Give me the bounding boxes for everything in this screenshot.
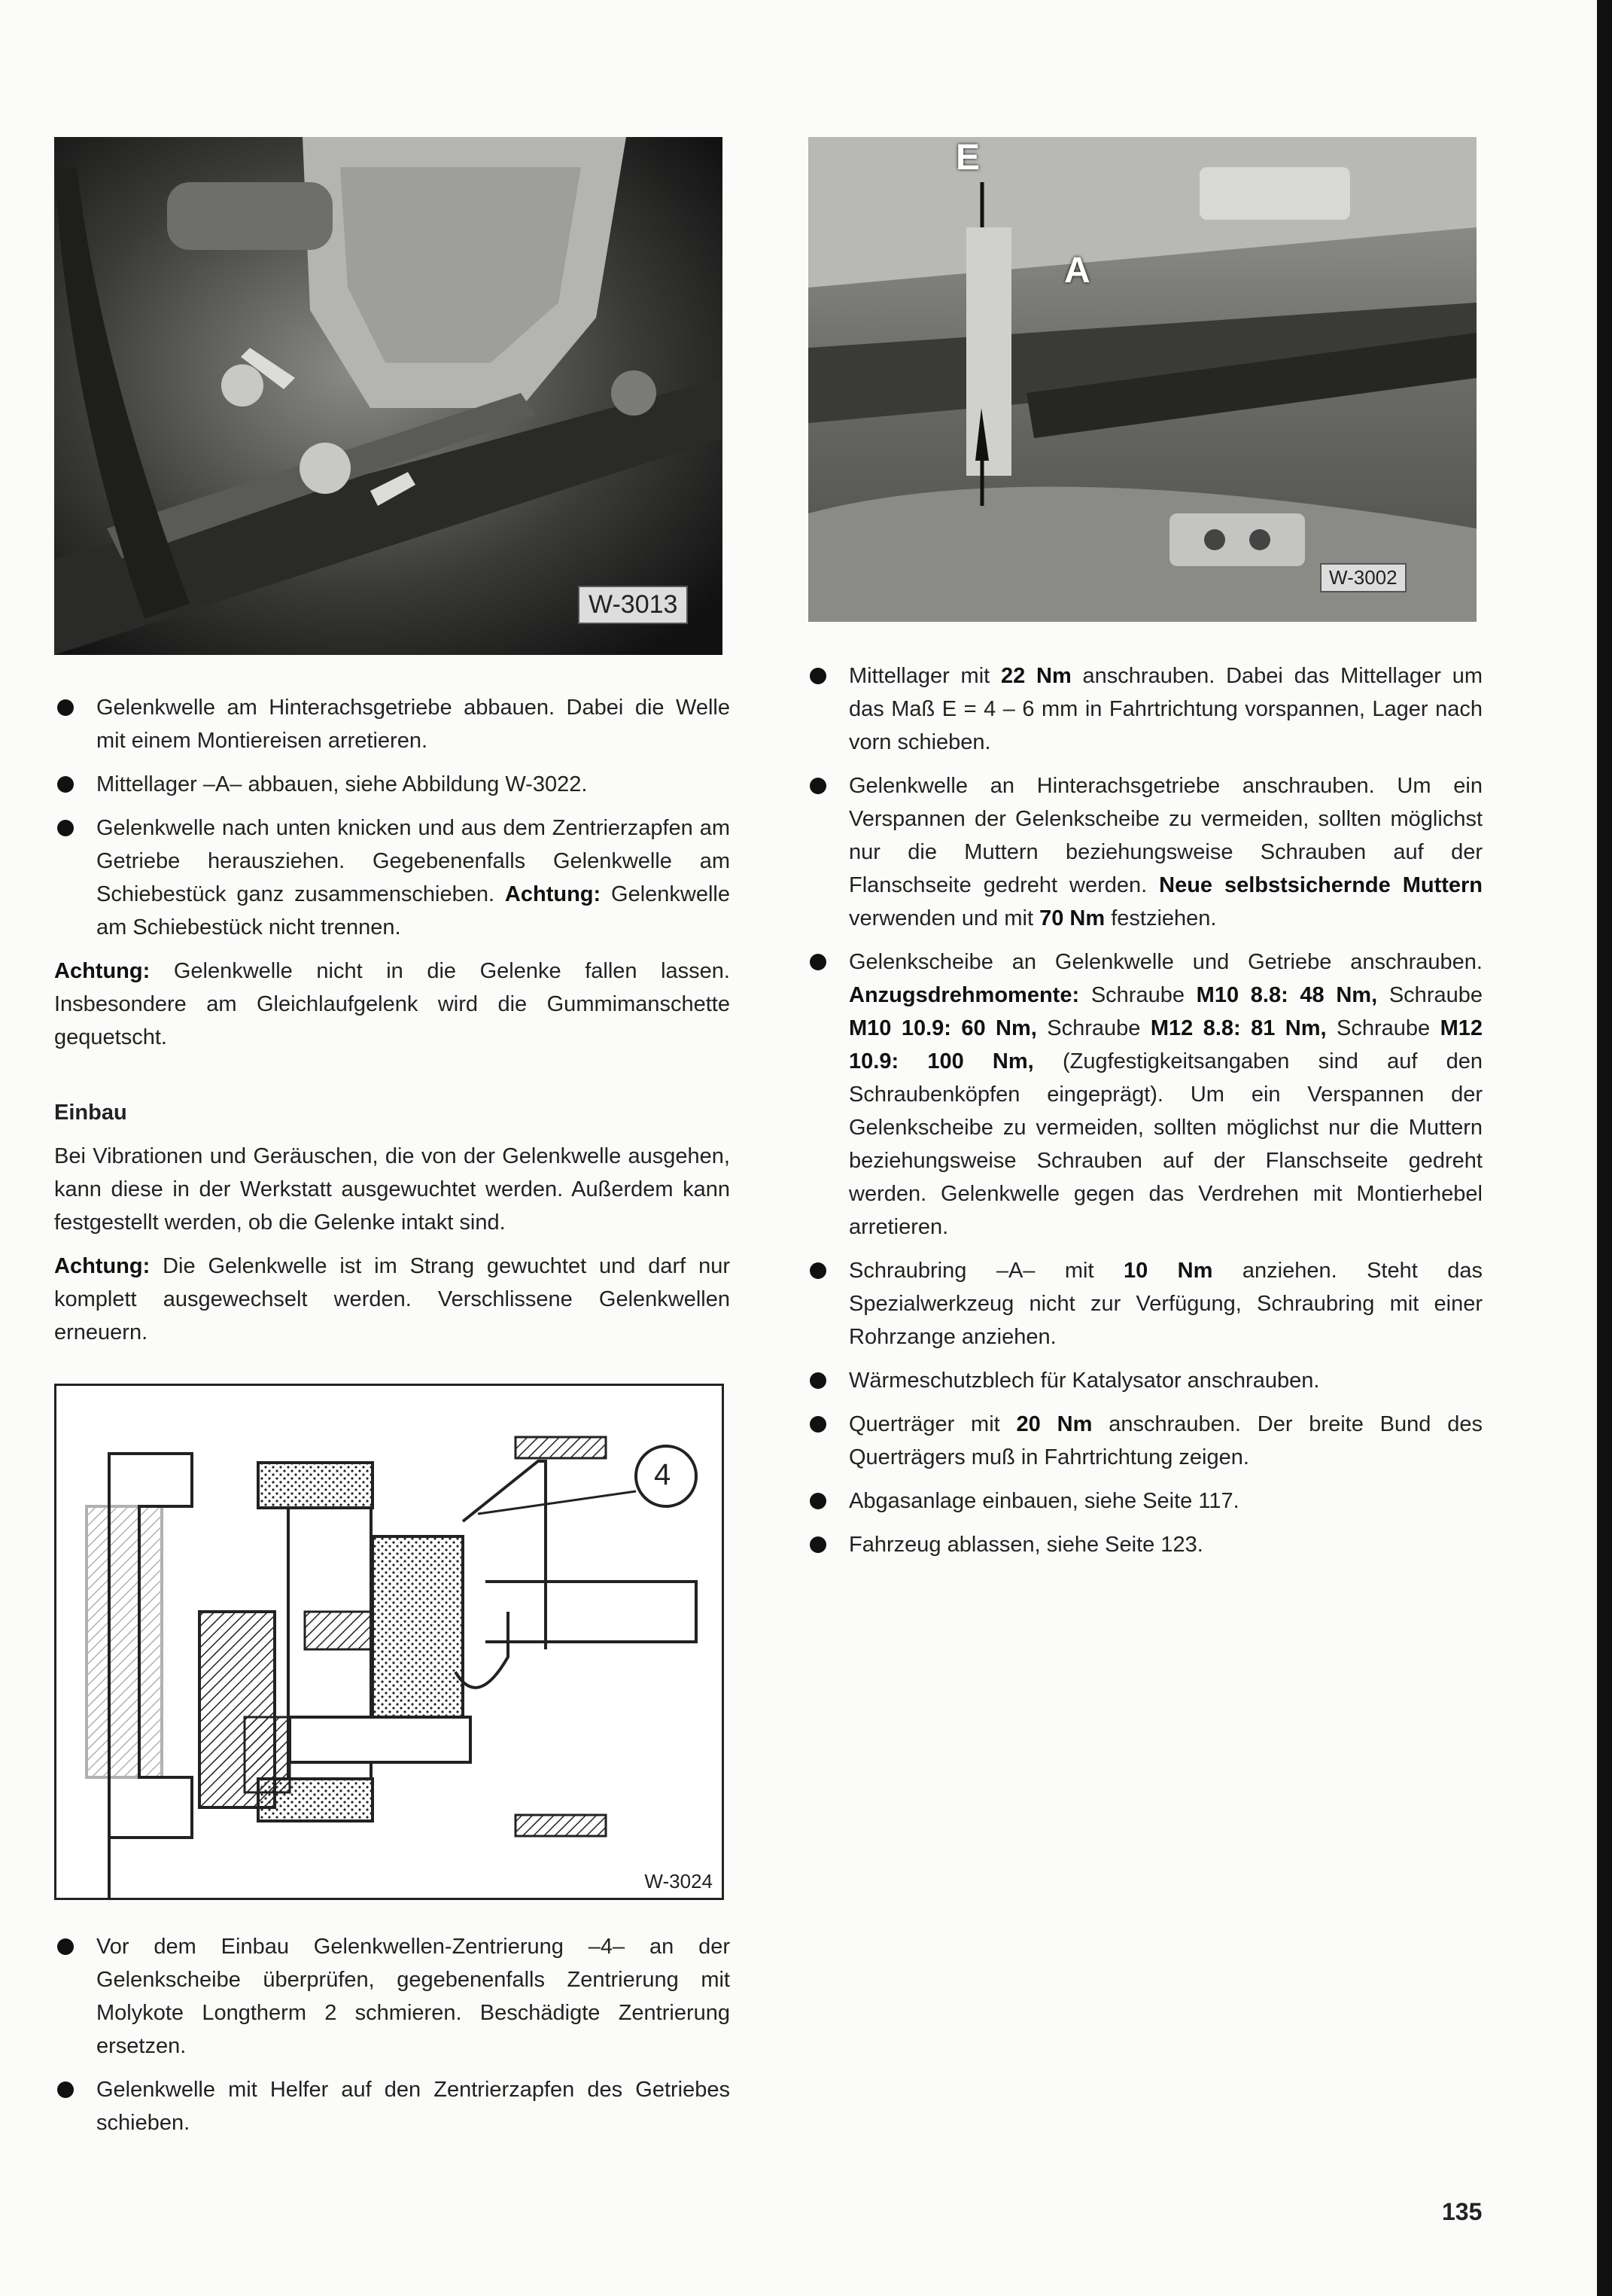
bullet-rear-axle-bolting (807, 769, 1483, 935)
bullet-remove-center-bearing (54, 768, 730, 801)
bullet-exhaust (807, 1484, 1483, 1518)
bolt-label: Schraube (1337, 1016, 1431, 1040)
bullet-text: Mittellager mit (849, 664, 990, 688)
right-column (807, 659, 1483, 1572)
bullet-flex-disc-torques (807, 946, 1483, 1244)
warning-text: Die Gelenkwelle ist im Strang gewuchtet und darf nur komplett ausgewechselt werden. Verschlissene Gelenkwellen erneuern. (54, 1254, 730, 1344)
bullet-text-tail: Gelenkwelle am Schiebestück nicht trennen. (96, 882, 730, 939)
left-column (54, 691, 730, 1360)
photo-marker-e: E (956, 138, 981, 178)
bullet-text-tail: anschrauben. Der breite Bund des Querträgers muß in Fahrtrichtung zeigen. (849, 1412, 1483, 1469)
emphasis-text: Neue selbstsichernde Muttern (1159, 873, 1483, 897)
bullet-text: Schraubring –A– mit (849, 1259, 1094, 1283)
bullet-heat-shield (807, 1364, 1483, 1397)
bullet-text: Querträger mit (849, 1412, 1000, 1436)
bullet-text-tail: anziehen. Steht das Spezialwerkzeug nicht zur Verfügung, Schraubring mit einer Rohrzange anziehen. (849, 1259, 1483, 1349)
bullet-dot (810, 1416, 826, 1433)
bullet-text-tail: festziehen. (1111, 906, 1217, 930)
section-heading-einbau: Einbau (54, 1101, 127, 1125)
bullet-dot (810, 954, 826, 970)
torque-value: 20 Nm (1016, 1412, 1093, 1436)
bullet-dot (57, 776, 74, 793)
torque-value: 70 Nm (1039, 906, 1106, 930)
torque-value: M12 8.8: 81 Nm, (1150, 1016, 1327, 1040)
bullet-text: Fahrzeug ablassen, siehe Seite 123. (849, 1533, 1203, 1557)
warning-label: Achtung: (504, 882, 601, 906)
bullet-center-bearing-torque (807, 659, 1483, 759)
bullet-text-tail: (Zugfestigkeitsangaben sind auf den Schraubenköpfen eingeprägt). Um ein Verspannen der Gelenkscheibe zu vermeiden, sollten möglichst nur die Muttern beziehungsweise Schrauben auf der Flanschseite gedreht werden. Gelenkwelle gegen das Verdrehen mit Montierhebel arretieren. (849, 1049, 1483, 1239)
bullet-pull-shaft (54, 812, 730, 944)
bullet-dot (57, 699, 74, 716)
warning-label: Achtung: (54, 1254, 151, 1278)
bullet-push-shaft (54, 2073, 730, 2139)
diagram-label-w-3024: W-3024 (644, 1870, 713, 1893)
bullet-text: Abgasanlage einbauen, siehe Seite 117. (849, 1489, 1239, 1513)
bullet-dot (810, 1536, 826, 1553)
bullet-text: Gelenkwelle an Hinterachsgetriebe anschrauben. Um ein Verspannen der Gelenkscheibe zu vermeiden, sollten möglichst nur die Muttern beziehungsweise Schrauben auf der Flanschseite gedreht werden. (849, 774, 1483, 897)
warning-paragraph-2 (54, 1250, 730, 1349)
bullet-screw-ring (807, 1254, 1483, 1354)
bullet-text: Gelenkwelle mit Helfer auf den Zentrierzapfen des Getriebes schieben. (96, 2078, 730, 2135)
bullet-text: Gelenkscheibe an Gelenkwelle und Getriebe anschrauben. (849, 950, 1483, 974)
bullet-text: Wärmeschutzblech für Katalysator anschrauben. (849, 1369, 1320, 1393)
torque-value: 10 Nm (1123, 1259, 1213, 1283)
photo-w-3002-image (808, 137, 1477, 622)
bolt-label: Schraube (1388, 983, 1483, 1007)
left-column-bottom (54, 1930, 730, 2150)
photo-label-w-3002: W-3002 (1320, 563, 1407, 592)
photo-w-3013-image (54, 137, 722, 655)
warning-text: Gelenkwelle nicht in die Gelenke fallen lassen. Insbesondere am Gleichlaufgelenk wird die Gummimanschette gequetscht. (54, 959, 730, 1049)
bullet-crossmember (807, 1408, 1483, 1474)
bullet-text: Gelenkwelle nach unten knicken und aus dem Zentrierzapfen am Getriebe herausziehen. Gegebenenfalls Gelenkwelle am Schiebestück ganz zusammenschieben. (96, 816, 730, 906)
warning-paragraph-1 (54, 955, 730, 1054)
bullet-text: Gelenkwelle am Hinterachsgetriebe abbauen. Dabei die Welle mit einem Montiereisen arretieren. (96, 696, 730, 753)
bullet-dot (810, 1493, 826, 1509)
bullet-dot (57, 2081, 74, 2098)
bullet-dot (57, 820, 74, 836)
bullet-text-tail: anschrauben. Dabei das Mittellager um das Maß E = 4 – 6 mm in Fahrtrichtung vorspannen, Lager nach vorn schieben. (849, 664, 1483, 754)
bolt-label: Schraube (1047, 1016, 1141, 1040)
photo-marker-a: A (1064, 251, 1090, 291)
bullet-lower-vehicle (807, 1528, 1483, 1561)
torque-value: M10 8.8: 48 Nm, (1196, 983, 1378, 1007)
page-number: 135 (1442, 2198, 1483, 2225)
torque-value: 22 Nm (1001, 664, 1072, 688)
photo-w-3002 (808, 137, 1477, 622)
bullet-dot (810, 1372, 826, 1389)
torque-value: M10 10.9: 60 Nm, (849, 1016, 1037, 1040)
bullet-dot (810, 668, 826, 684)
paragraph-vibrations: Bei Vibrationen und Geräuschen, die von der Gelenkwelle ausgehen, kann diese in der Werkstatt ausgewuchtet werden. Außerdem kann festgestellt werden, ob die Gelenke intakt sind. (54, 1144, 730, 1235)
bullet-text-mid: verwenden und mit (849, 906, 1034, 930)
torque-value: M12 10.9: 100 Nm, (849, 1016, 1483, 1073)
diagram-w-3024-drawing (56, 1386, 722, 1898)
page-edge-shadow (1597, 0, 1612, 2296)
bullet-text: Mittellager –A– abbauen, siehe Abbildung W-3022. (96, 772, 588, 796)
diagram-w-3024 (54, 1384, 724, 1900)
emphasis-text: Anzugsdrehmomente: (849, 983, 1080, 1007)
bullet-check-centering (54, 1930, 730, 2063)
bullet-dot (810, 1262, 826, 1279)
bullet-text: Vor dem Einbau Gelenkwellen-Zentrierung –4– an der Gelenkscheibe überprüfen, gegebenenfalls Zentrierung mit Molykote Longtherm 2 schmieren. Beschädigte Zentrierung ersetzen. (96, 1935, 730, 2058)
bullet-dot (57, 1938, 74, 1955)
bolt-label: Schraube (1090, 983, 1185, 1007)
diagram-callout-4: 4 (654, 1458, 671, 1491)
bullet-dot (810, 778, 826, 794)
photo-label-w-3013: W-3013 (578, 586, 688, 624)
warning-label: Achtung: (54, 959, 151, 983)
photo-w-3013 (54, 137, 722, 655)
bullet-remove-shaft (54, 691, 730, 757)
